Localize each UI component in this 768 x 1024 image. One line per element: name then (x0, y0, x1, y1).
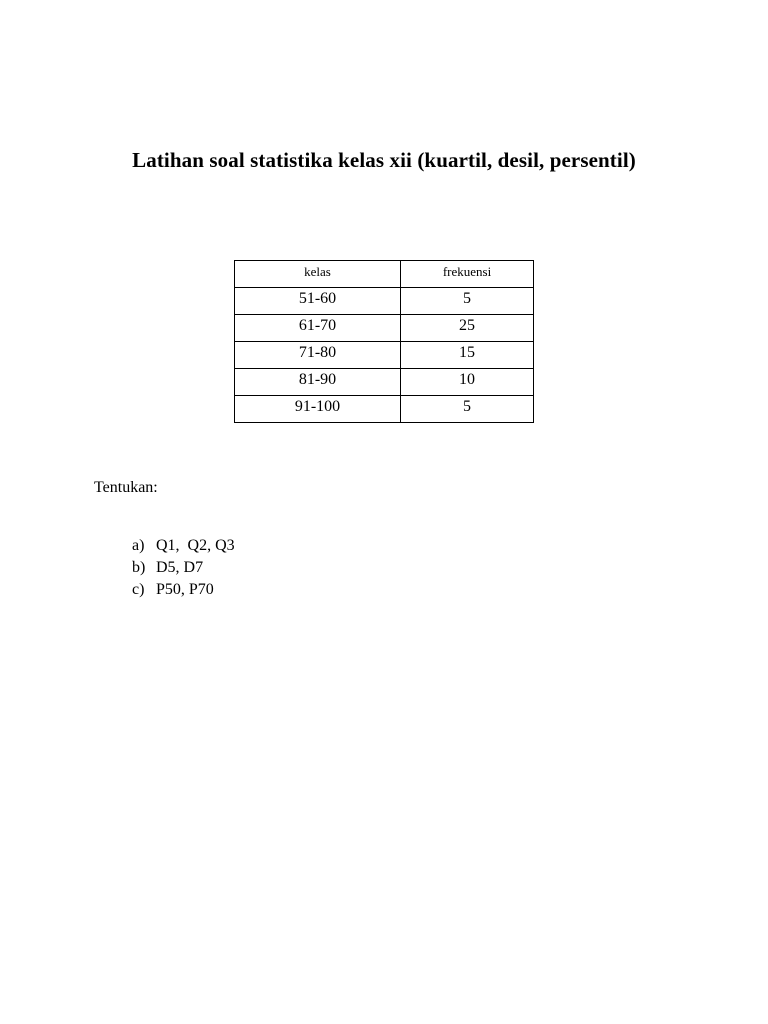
cell-frekuensi: 5 (401, 288, 534, 315)
document-title: Latihan soal statistika kelas xii (kuartil, desil, persentil) (132, 148, 636, 172)
cell-frekuensi: 10 (401, 369, 534, 396)
cell-kelas: 91-100 (235, 396, 401, 423)
cell-kelas: 61-70 (235, 315, 401, 342)
table-row (235, 396, 534, 423)
table-row (235, 315, 534, 342)
question-text: Q1, Q2, Q3 (156, 537, 235, 554)
header-frekuensi: frekuensi (401, 261, 534, 288)
cell-kelas: 81-90 (235, 369, 401, 396)
question-marker: b) (132, 559, 146, 576)
cell-frekuensi: 25 (401, 315, 534, 342)
cell-frekuensi: 5 (401, 396, 534, 423)
cell-kelas: 71-80 (235, 342, 401, 369)
table-row (235, 342, 534, 369)
table-header-row (235, 261, 534, 288)
table-row (235, 369, 534, 396)
question-text: P50, P70 (156, 581, 214, 598)
question-item (116, 513, 235, 554)
table-row (235, 288, 534, 315)
question-text: D5, D7 (156, 559, 204, 576)
question-marker: c) (132, 581, 145, 598)
header-kelas: kelas (235, 261, 401, 288)
question-list (116, 513, 235, 598)
prompt-text: Tentukan: (94, 479, 158, 496)
cell-kelas: 51-60 (235, 288, 401, 315)
cell-frekuensi: 15 (401, 342, 534, 369)
frequency-table (234, 260, 534, 423)
question-marker: a) (132, 537, 145, 554)
